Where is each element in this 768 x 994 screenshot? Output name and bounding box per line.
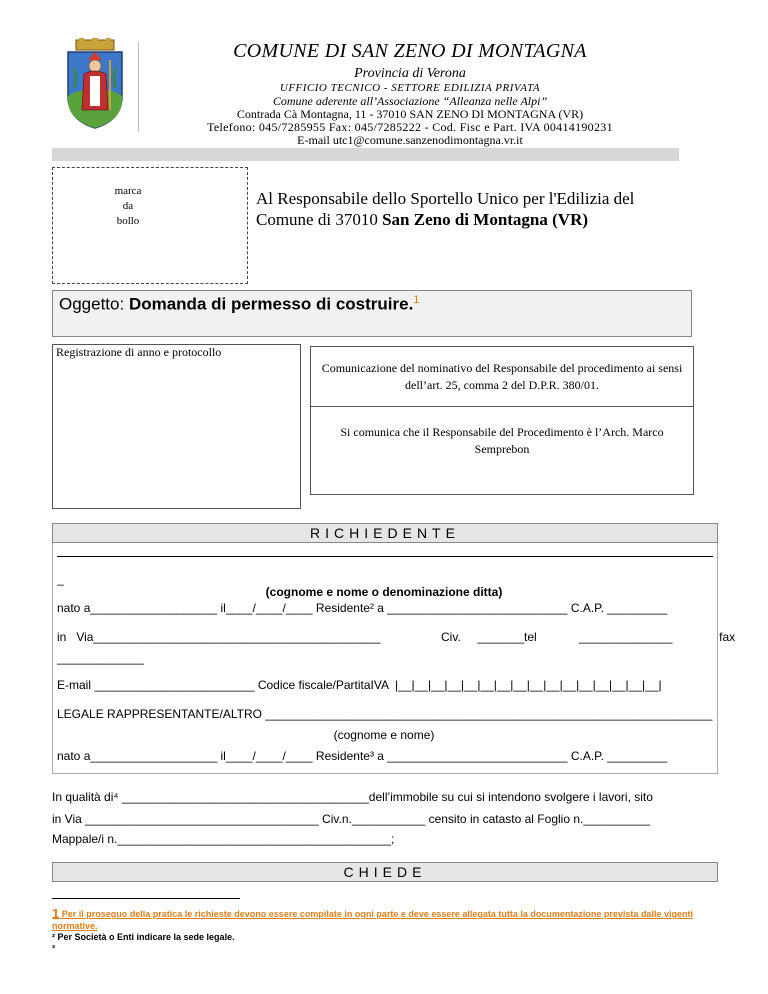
marca-line-1: marca (114, 185, 142, 197)
responsabile-text: Si comunica che il Responsabile del Procedimento è l’Arch. Marco Semprebon (340, 425, 664, 456)
marca-da-bollo-box (52, 167, 248, 284)
richiedente-name-continuation: _ (57, 572, 64, 586)
marca-line-2: da (122, 200, 134, 212)
richiedente-name-field[interactable] (57, 556, 713, 557)
header-bar (52, 148, 679, 161)
address-text: Contrada Cà Montagna, 11 - 37010 SAN ZENO DI MONTAGNA (VR) (236, 107, 584, 121)
qualita-field[interactable]: In qualità di⁴ _____________________________________dell’immobile su cui si intendono svolgere i lavori, sito (52, 790, 653, 804)
comune-title: COMUNE DI SAN ZENO DI MONTAGNA (233, 40, 587, 62)
alleanza-text: Comune aderente all’Associazione “Alleanza nelle Alpi” (272, 94, 548, 108)
legale-name-caption: (cognome e nome) (333, 728, 435, 742)
comunicazione-text: Comunicazione del nominativo del Responsabile del procedimento ai sensi dell’art. 25, comma 2 del D.P.R. 380/01. (321, 361, 683, 392)
provincia-text: Provincia di Verona (354, 66, 466, 81)
footnote-3: ³ (52, 943, 55, 953)
richiedente-tel-fax-field[interactable]: ______________ fax (579, 630, 736, 644)
footnote-1 (52, 908, 718, 932)
header-divider (138, 42, 139, 132)
mappale-field[interactable]: Mappale/i n._________________________________________; (52, 832, 395, 846)
footnote-1-text: Per il proseguo della pratica le richieste devono essere compilate in ogni parte e deve essere allegata tutta la documentazione prevista dalle vigenti normative. (52, 909, 693, 931)
email-text: E-mail utc1@comune.sanzenodimontagna.vr.it (297, 133, 523, 147)
destinatario-line-2 (256, 209, 676, 230)
richiedente-via-field[interactable]: in Via___________________________________________ (57, 630, 381, 644)
marca-da-bollo-label (106, 184, 150, 229)
richiedente-birth-residence-field[interactable]: nato a___________________ il____/____/____ Residente² a ___________________________ C.A.P. _________ (57, 601, 668, 615)
richiedente-name-caption: (cognome e nome o denominazione ditta) (265, 585, 503, 599)
phone-text: Telefono: 045/7285955 Fax: 045/7285222 - Cod. Fisc e Part. IVA 00414190231 (207, 120, 613, 134)
richiedente-civico-field[interactable]: Civ. _______ (441, 630, 525, 644)
oggetto-box (52, 290, 692, 337)
footnote-1-number: 1 (52, 906, 60, 921)
chiede-header: CHIEDE (52, 862, 718, 882)
ufficio-text: UFFICIO TECNICO - SETTORE EDILIZIA PRIVATA (279, 82, 541, 94)
richiedente-email-cf-field[interactable]: E-mail ________________________ Codice fiscale/PartitaIVA |__|__|__|__|__|__|__|__|__|__|__|__|__|__|__|__| (57, 678, 662, 692)
footnote-2: ² Per Società o Enti indicare la sede legale. (52, 932, 235, 942)
legale-rappresentante-field[interactable]: LEGALE RAPPRESENTANTE/ALTRO ___________________________________________________________________ (57, 707, 713, 721)
comunicazione-divider (310, 406, 694, 407)
richiedente-header: RICHIEDENTE (52, 523, 718, 543)
destinatario-line-1: Al Responsabile dello Sportello Unico per l'Edilizia del (256, 189, 635, 208)
richiedente-tel-label: tel (524, 630, 537, 644)
marca-line-3: bollo (116, 215, 140, 227)
oggetto-label: Oggetto: (59, 294, 129, 314)
destinatario-comune: San Zeno di Montagna (VR) (382, 210, 589, 229)
footnote-separator (52, 898, 240, 899)
registrazione-label: Registrazione di anno e protocollo (56, 345, 222, 359)
destinatario-prefix: Comune di 37010 (256, 210, 383, 229)
registrazione-box[interactable] (52, 344, 301, 509)
richiedente-fax-field[interactable]: _____________ (57, 651, 144, 665)
oggetto-footnote-ref: 1 (413, 294, 420, 306)
coat-of-arms-icon (62, 38, 128, 130)
destinatario (256, 188, 676, 230)
legale-birth-residence-field[interactable]: nato a___________________ il____/____/____ Residente³ a ___________________________ C.A.P. _________ (57, 749, 668, 763)
immobile-via-catasto-field[interactable]: in Via ___________________________________ Civ.n.___________ censito in catasto al Foglio n.__________ (52, 812, 651, 826)
oggetto-title: Domanda di permesso di costruire. (128, 294, 414, 314)
